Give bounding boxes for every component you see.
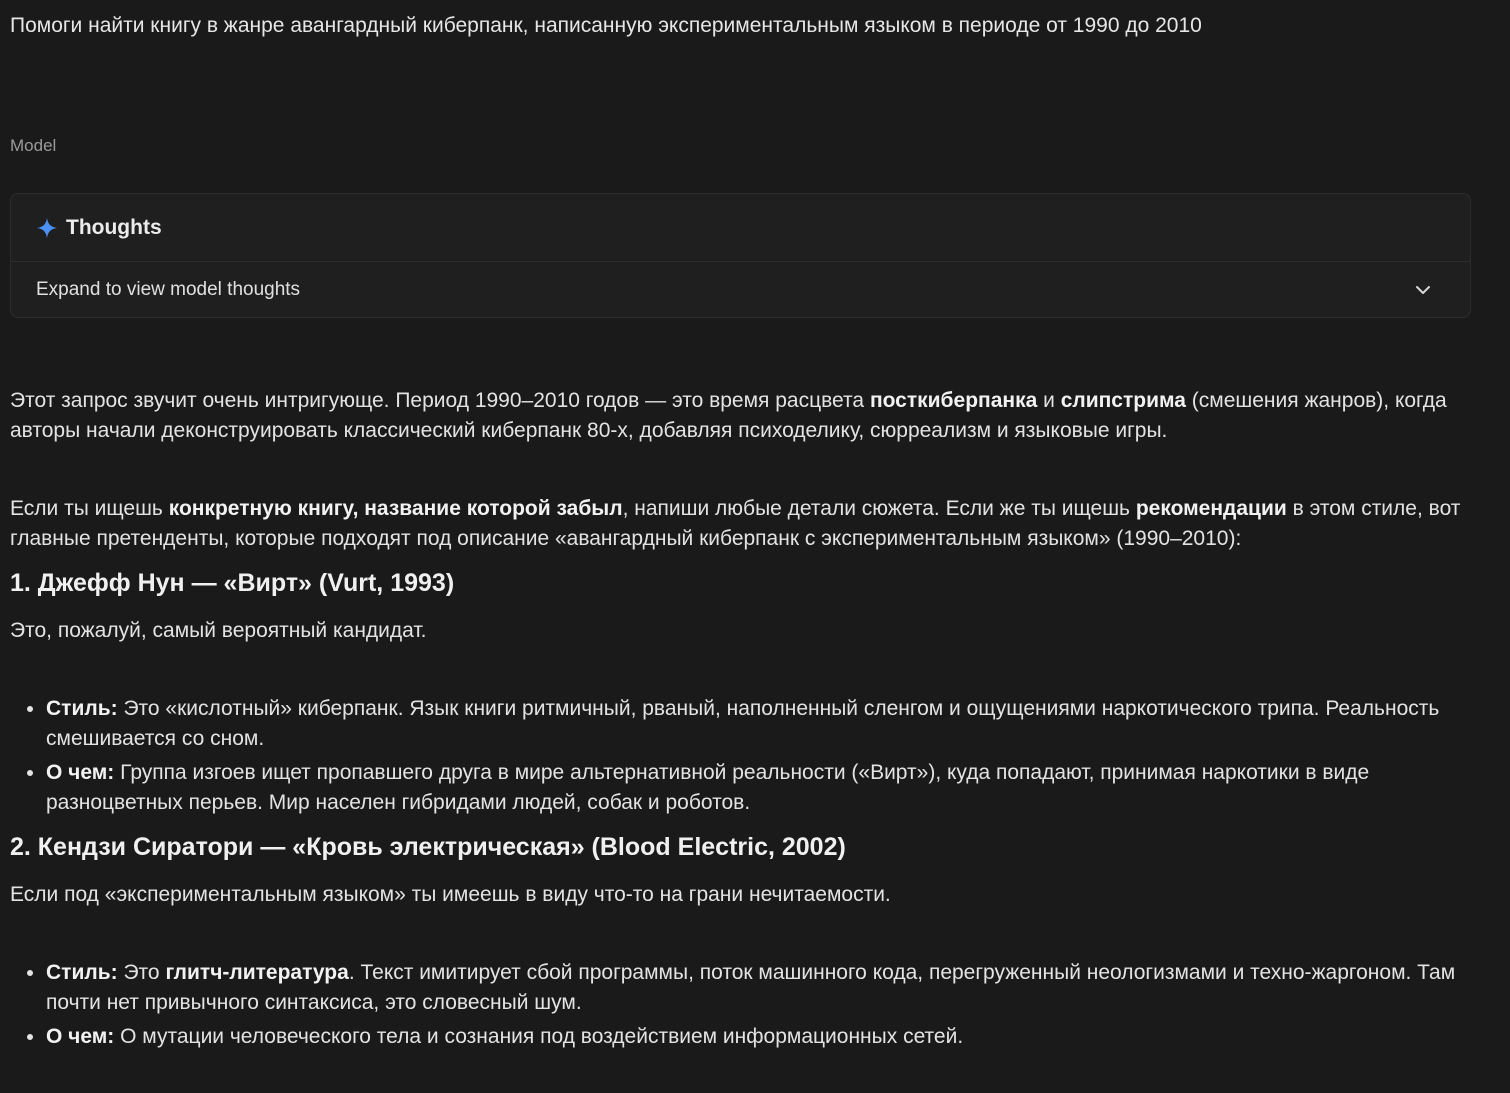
intro-paragraph (10, 386, 1490, 446)
book-1-details (10, 694, 1490, 818)
list-item (46, 758, 1490, 818)
list-item (46, 1022, 1490, 1052)
about-label: О чем: (46, 761, 115, 784)
user-prompt: Помоги найти книгу в жанре авангардный киберпанк, написанную экспериментальным языком в периоде от 1990 до 2010 (10, 14, 1202, 37)
thoughts-panel (10, 193, 1471, 318)
intro-text-2: и (1037, 389, 1061, 412)
style-label: Стиль: (46, 697, 118, 720)
thoughts-header (11, 194, 1470, 262)
expand-thoughts-button[interactable] (11, 262, 1470, 317)
about-label: О чем: (46, 1025, 115, 1048)
about-text: Группа изгоев ищет пропавшего друга в мире альтернативной реальности («Вирт»), куда попадают, принимая наркотики в виде разноцветных перьев. Мир населен гибридами людей, собак и роботов. (46, 761, 1370, 814)
intro-text-3: (смешения жанров), когда авторы начали деконструировать классический киберпанк 80-х, добавляя психоделику, сюрреализм и языковые игры. (10, 389, 1447, 442)
book-1-lead: Это, пожалуй, самый вероятный кандидат. (10, 619, 427, 642)
search-bold-1: конкретную книгу, название которой забыл (168, 497, 623, 520)
thoughts-title: Thoughts (66, 215, 162, 239)
search-paragraph (10, 494, 1490, 554)
style-text: Это «кислотный» киберпанк. Язык книги ритмичный, рваный, наполненный сленгом и ощущениями наркотического трипа. Реальность смешивается со сном. (46, 697, 1440, 750)
book-2-details (10, 958, 1490, 1052)
book-2-lead: Если под «экспериментальным языком» ты имеешь в виду что-то на грани нечитаемости. (10, 883, 891, 906)
expand-thoughts-label: Expand to view model thoughts (36, 278, 301, 300)
search-bold-2: рекомендации (1135, 497, 1287, 520)
search-text-2: , напиши любые детали сюжета. Если же ты ищешь (622, 497, 1136, 520)
chevron-down-icon[interactable] (1414, 281, 1432, 299)
search-text-3: в этом стиле, вот главные претенденты, которые подходят под описание «авангардный киберпанк с экспериментальным языком» (1990–2010): (10, 497, 1461, 550)
model-role-label: Model (10, 136, 57, 155)
book-1-heading: 1. Джефф Нун — «Вирт» (Vurt, 1993) (10, 569, 455, 597)
style-label: Стиль: (46, 961, 118, 984)
list-item (46, 958, 1490, 1018)
sparkle-icon (36, 217, 58, 239)
intro-bold-2: слипстрима (1060, 389, 1186, 412)
intro-bold-1: посткиберпанка (869, 389, 1038, 412)
style-text: . Текст имитирует сбой программы, поток машинного кода, перегруженный неологизмами и техно-жаргоном. Там почти нет привычного синтаксиса, это словесный шум. (46, 961, 1456, 1014)
book-2-heading: 2. Кендзи Сиратори — «Кровь электрическая» (Blood Electric, 2002) (10, 833, 846, 861)
search-text-1: Если ты ищешь (10, 497, 169, 520)
about-text: О мутации человеческого тела и сознания под воздействием информационных сетей. (114, 1025, 964, 1048)
model-answer (10, 386, 1490, 1052)
intro-text-1: Этот запрос звучит очень интригующе. Период 1990–2010 годов — это время расцвета (10, 389, 870, 412)
style-bold-text: глитч-литература (165, 961, 349, 984)
style-pre-text: Это (117, 961, 166, 984)
list-item (46, 694, 1490, 754)
